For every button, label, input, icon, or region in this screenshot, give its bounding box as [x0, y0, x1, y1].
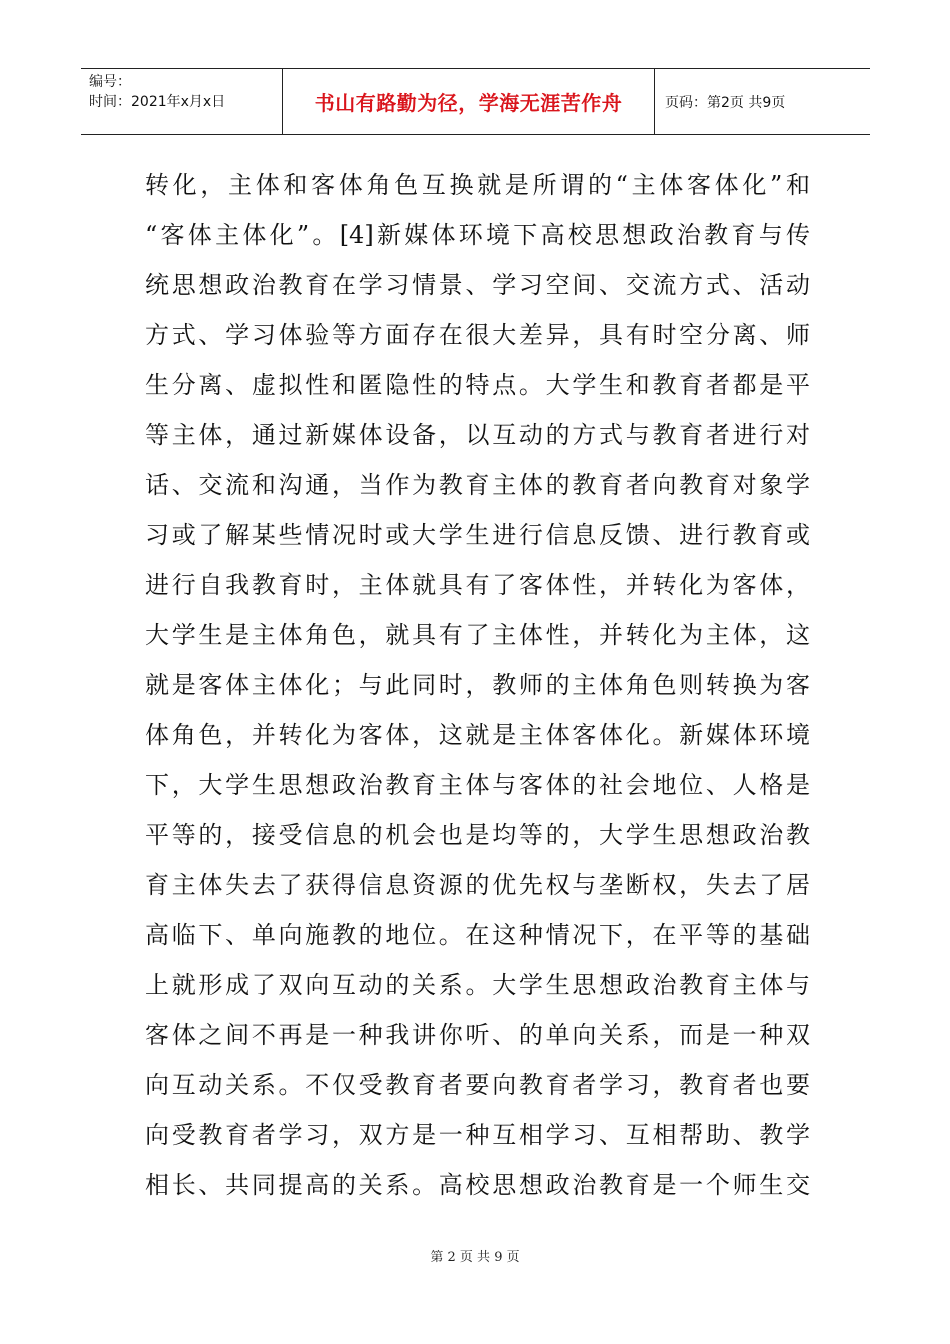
body-line: 习或了解某些情况时或大学生进行信息反馈、进行教育或: [145, 521, 810, 549]
body-line: 向受教育者学习，双方是一种互相学习、互相帮助、教学: [145, 1121, 810, 1149]
body-line: 转化，主体和客体角色互换就是所谓的“主体客体化”和: [145, 171, 810, 199]
document-time-label: 时间：2021年x月x日: [89, 94, 226, 110]
body-line: 客体之间不再是一种我讲你听、的单向关系，而是一种双: [145, 1021, 810, 1049]
body-line: 高临下、单向施教的地位。在这种情况下，在平等的基础: [145, 921, 810, 949]
document-body: [145, 160, 810, 1210]
header-motto: 书山有路勤为径，学海无涯苦作舟: [283, 69, 655, 134]
body-line: 统思想政治教育在学习情景、学习空间、交流方式、活动: [145, 271, 810, 299]
body-line: 向互动关系。不仅受教育者要向教育者学习，教育者也要: [145, 1071, 810, 1099]
body-line: 话、交流和沟通，当作为教育主体的教育者向教育对象学: [145, 471, 810, 499]
body-line: 体角色，并转化为客体，这就是主体客体化。新媒体环境: [145, 721, 810, 749]
body-line: 进行自我教育时，主体就具有了客体性，并转化为客体，: [145, 571, 810, 599]
body-line: 等主体，通过新媒体设备，以互动的方式与教育者进行对: [145, 421, 810, 449]
body-line: “客体主体化”。[4]新媒体环境下高校思想政治教育与传: [145, 221, 810, 249]
body-line: 上就形成了双向互动的关系。大学生思想政治教育主体与: [145, 971, 810, 999]
page-footer: 第 2 页 共 9 页: [430, 1250, 520, 1265]
body-line: 育主体失去了获得信息资源的优先权与垄断权，失去了居: [145, 871, 810, 899]
body-line: 平等的，接受信息的机会也是均等的，大学生思想政治教: [145, 821, 810, 849]
header-meta: [81, 69, 283, 134]
body-line: 相长、共同提高的关系。高校思想政治教育是一个师生交: [145, 1171, 810, 1199]
body-line: 大学生是主体角色，就具有了主体性，并转化为主体，这: [145, 621, 810, 649]
body-line: 就是客体主体化；与此同时，教师的主体角色则转换为客: [145, 671, 810, 699]
body-line: 生分离、虚拟性和匿隐性的特点。大学生和教育者都是平: [145, 371, 810, 399]
body-line: 下，大学生思想政治教育主体与客体的社会地位、人格是: [145, 771, 810, 799]
body-line: 方式、学习体验等方面存在很大差异，具有时空分离、师: [145, 321, 810, 349]
header-page-info: 页码：第2页 共9页: [665, 94, 786, 111]
document-number-label: 编号：: [89, 74, 131, 90]
page-header: [81, 68, 870, 135]
